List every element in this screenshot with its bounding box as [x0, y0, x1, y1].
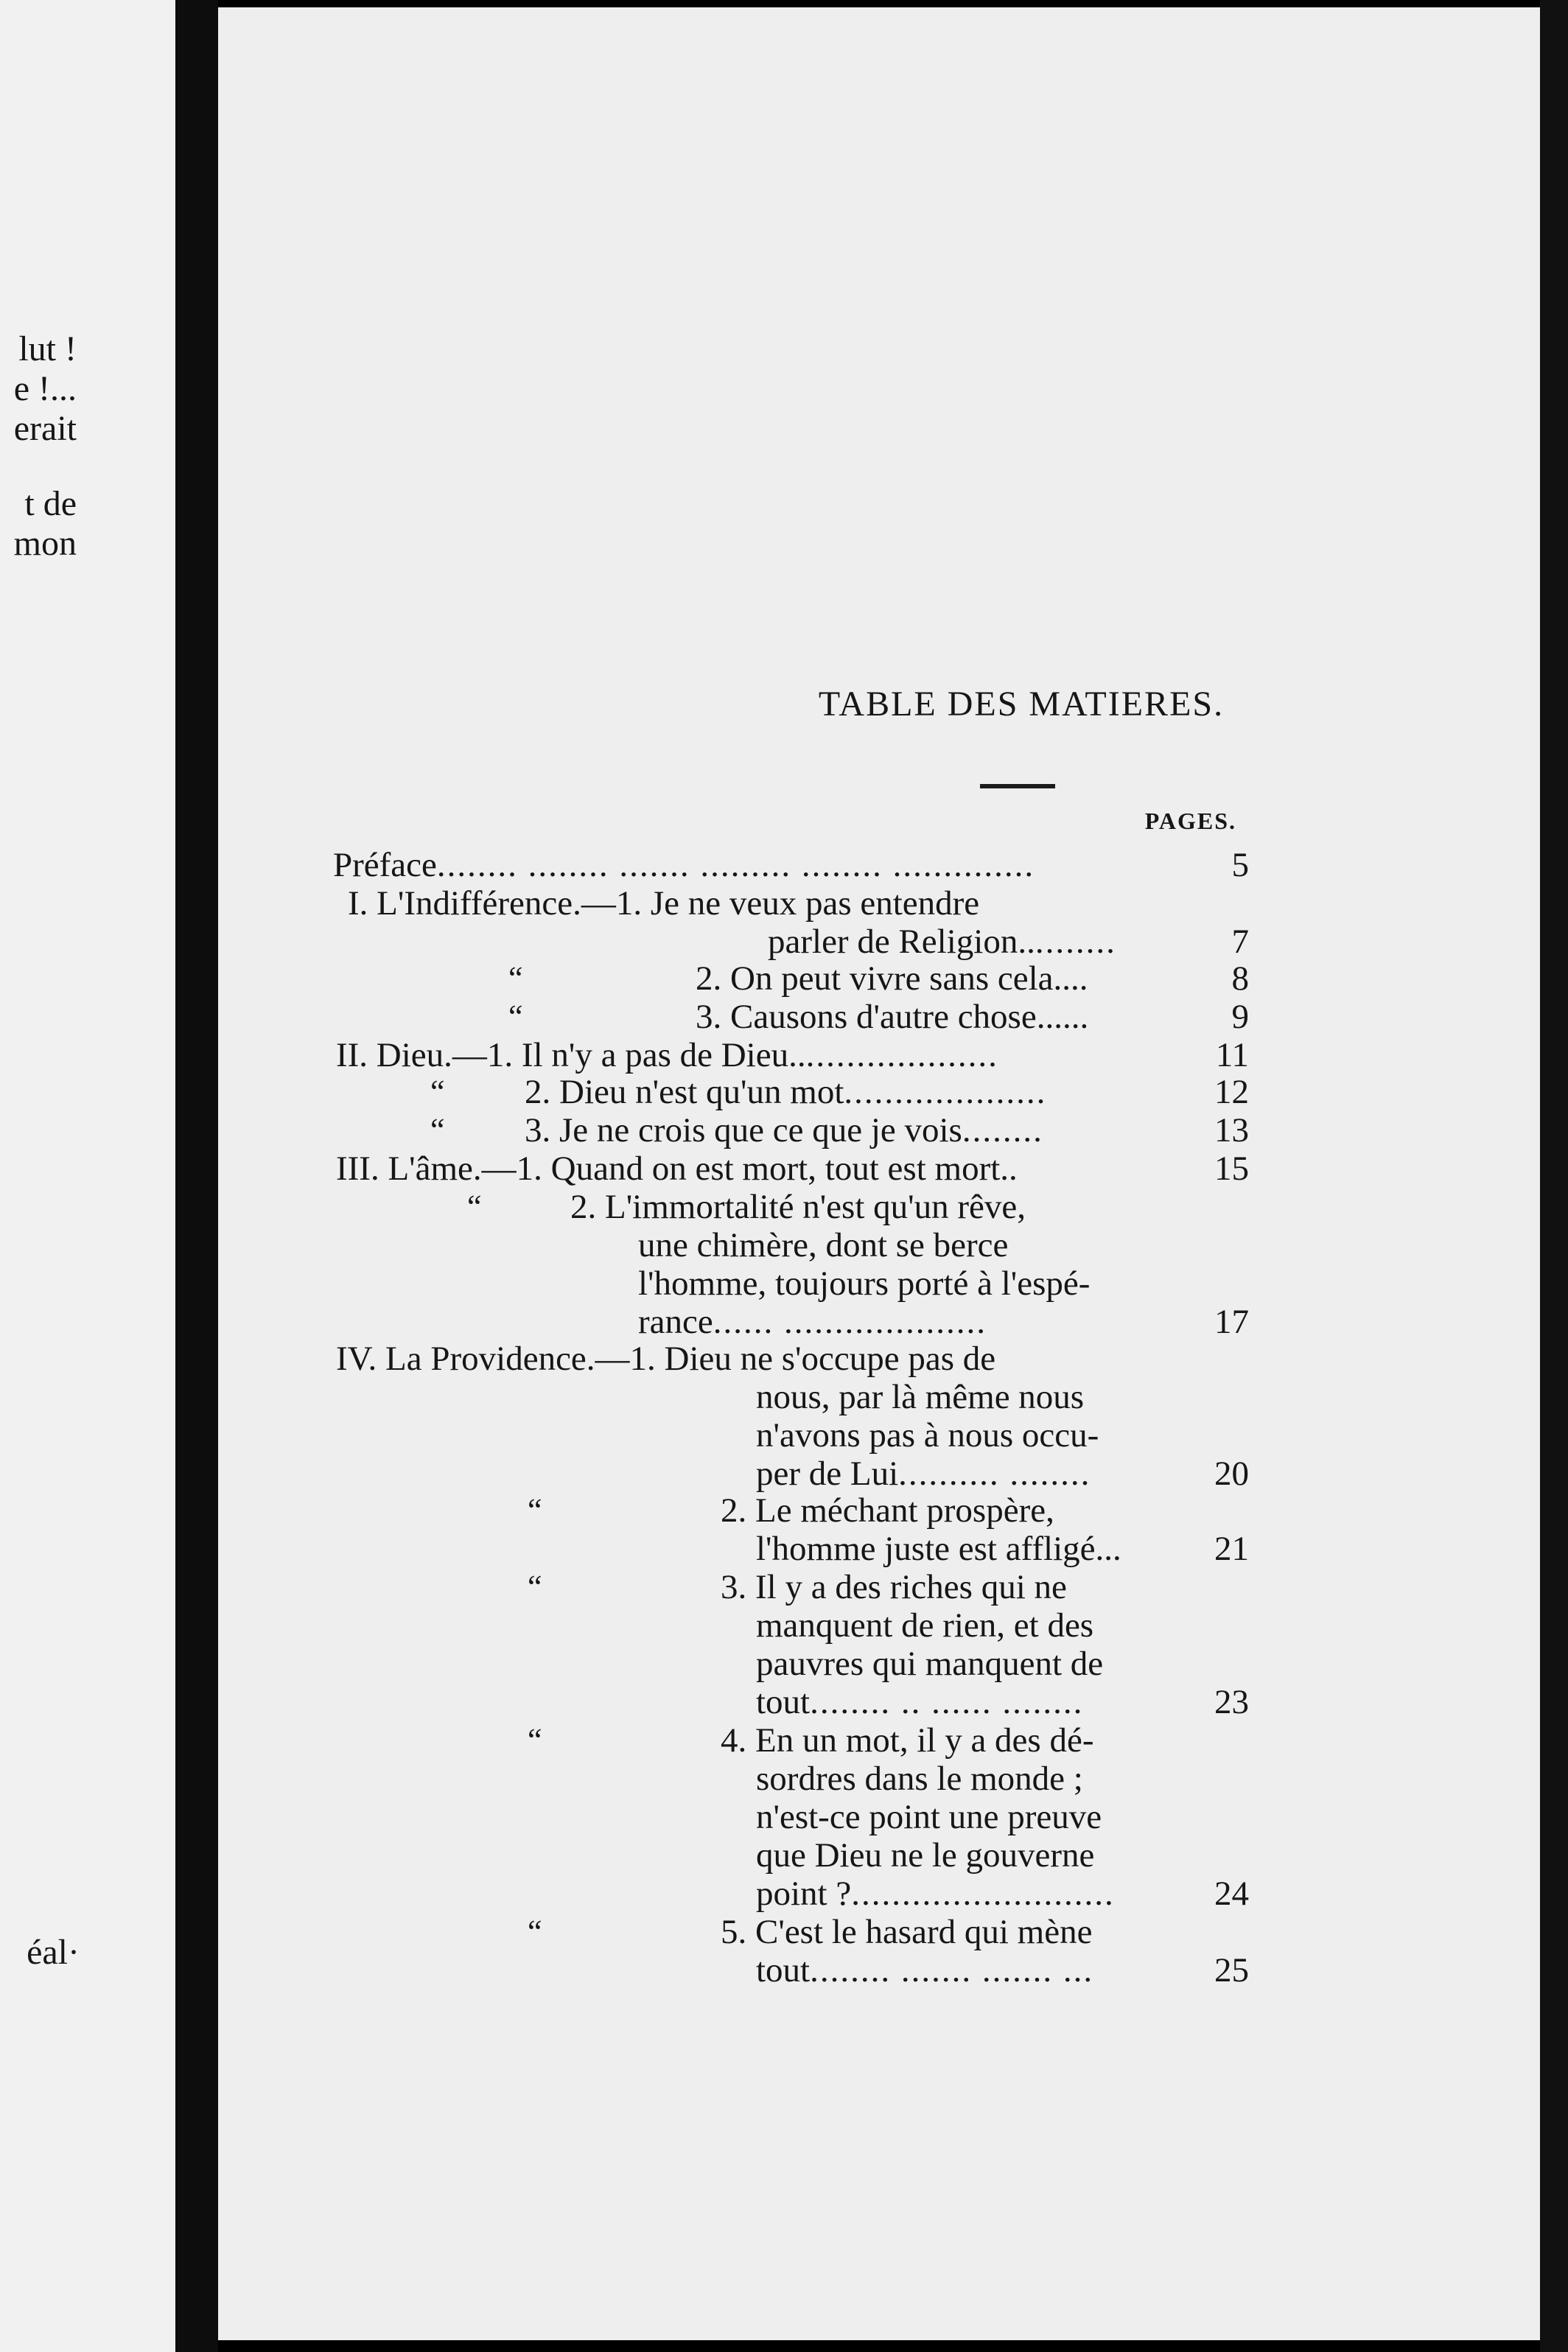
page-edge	[1540, 0, 1568, 2352]
toc-entry-continuation: n'avons pas à nous occu-	[756, 1416, 1099, 1455]
ditto-mark: “	[430, 1112, 445, 1148]
page-number: 11	[1215, 1036, 1249, 1074]
page-number: 7	[1231, 923, 1249, 961]
page-number: 8	[1231, 959, 1249, 998]
title-rule	[980, 784, 1055, 788]
toc-entry-continuation: manquent de rien, et des	[756, 1606, 1094, 1645]
toc-entry-continuation: l'homme juste est affligé...	[756, 1530, 1121, 1568]
toc-entry-continuation: nous, par là même nous	[756, 1378, 1085, 1416]
toc-entry-continuation: une chimère, dont se berce	[638, 1226, 1009, 1264]
toc-entry-continuation: n'est-ce point une preuve	[756, 1798, 1102, 1836]
toc-entry-1-2: 2. On peut vivre sans cela....	[696, 959, 1088, 998]
previous-page	[0, 0, 175, 2352]
toc-entry-4-5: 5. C'est le hasard qui mène	[721, 1913, 1093, 1951]
page-title: TABLE DES MATIERES.	[818, 685, 1225, 724]
ditto-mark: “	[528, 1492, 542, 1528]
page-number: 25	[1214, 1951, 1249, 1989]
page-number: 21	[1214, 1530, 1249, 1568]
ditto-mark: “	[467, 1189, 482, 1225]
prev-line: éal·	[27, 1933, 80, 1972]
page-number: 20	[1214, 1455, 1249, 1493]
toc-entry-continuation: tout........ .. ...... ........	[756, 1683, 1084, 1721]
toc-entry-continuation: per de Lui.......... ........	[756, 1455, 1091, 1493]
toc-entry-continuation: pauvres qui manquent de	[756, 1645, 1104, 1683]
pages-header: PAGES.	[1144, 808, 1236, 834]
toc-entry-continuation: que Dieu ne le gouverne	[756, 1836, 1095, 1875]
prev-line: erait	[13, 409, 77, 448]
book-spine	[175, 0, 218, 2352]
ditto-mark: “	[508, 960, 523, 996]
page-number: 17	[1214, 1303, 1249, 1341]
prev-line: lut !	[18, 329, 77, 368]
toc-entry-4-3: 3. Il y a des riches qui ne	[721, 1568, 1067, 1606]
ditto-mark: “	[528, 1722, 542, 1758]
toc-entry-section-3: III. L'âme.—1. Quand on est mort, tout est mort..	[336, 1149, 1018, 1188]
toc-entry-3-2: 2. L'immortalité n'est qu'un rêve,	[570, 1188, 1026, 1226]
ditto-mark: “	[508, 998, 523, 1035]
prev-line: e !...	[13, 369, 77, 408]
toc-entry-continuation: sordres dans le monde ;	[756, 1760, 1083, 1798]
toc-entry-continuation: tout........ ....... ....... ...	[756, 1951, 1094, 1989]
page-number: 9	[1231, 998, 1249, 1036]
prev-line: t de	[24, 484, 77, 523]
toc-entry-2-3: 3. Je ne crois que ce que je vois........	[525, 1111, 1043, 1149]
page-number: 24	[1214, 1875, 1249, 1913]
page-number: 13	[1214, 1111, 1249, 1149]
toc-entry-continuation: l'homme, toujours porté à l'espé-	[638, 1264, 1091, 1303]
ditto-mark: “	[430, 1074, 445, 1110]
page-number: 15	[1214, 1149, 1249, 1188]
page-number: 23	[1214, 1683, 1249, 1721]
toc-entry-section-2: II. Dieu.—1. Il n'y a pas de Dieu.....................	[336, 1036, 998, 1074]
toc-page	[218, 7, 1540, 2340]
leader-dots: ........ ........ ....... ......... ........ ..............	[436, 846, 1035, 884]
toc-entry-4-4: 4. En un mot, il y a des dé-	[721, 1721, 1094, 1760]
ditto-mark: “	[528, 1569, 542, 1605]
entry-label: Préface	[333, 846, 437, 884]
ditto-mark: “	[528, 1914, 542, 1950]
toc-entry-2-2: 2. Dieu n'est qu'un mot....................	[525, 1073, 1047, 1111]
toc-entry-1-3: 3. Causons d'autre chose......	[696, 998, 1089, 1036]
page-number: 5	[1231, 846, 1249, 884]
toc-entry-preface	[333, 846, 1035, 884]
toc-entry-section-4: IV. La Providence.—1. Dieu ne s'occupe pas de	[336, 1340, 996, 1378]
toc-entry-4-2: 2. Le méchant prospère,	[721, 1491, 1054, 1530]
toc-entry-section-1: I. L'Indifférence.—1. Je ne veux pas entendre	[348, 884, 980, 923]
prev-line: mon	[13, 524, 77, 563]
toc-entry-continuation: rance...... ....................	[638, 1303, 987, 1341]
toc-entry-continuation: point ?..........................	[756, 1875, 1115, 1913]
toc-entry-continuation: parler de Religion..........	[768, 923, 1116, 961]
page-number: 12	[1214, 1073, 1249, 1111]
